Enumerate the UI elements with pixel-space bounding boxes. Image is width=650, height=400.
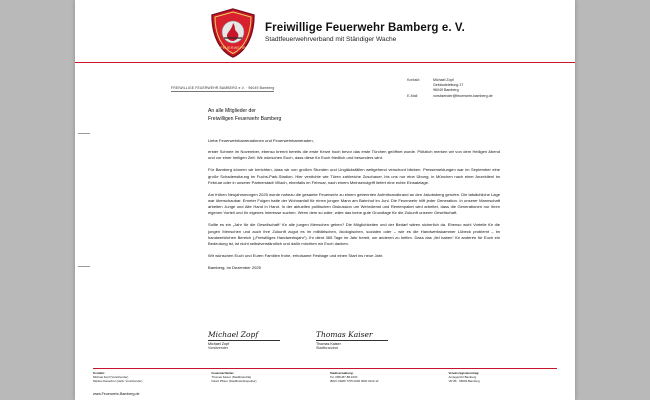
footer-line: Michael Zopf (Vorsitzender) [93,375,129,380]
organization-name: Freiwillige Feuerwehr Bamberg e. V. [265,22,465,34]
contact-value: Gebäudeleitung 17 [433,83,464,88]
body-paragraph: erster Schnee im November, ebenso brennt bereits die erste Kerze hoch bevor das erste Türchen geöffnet wurde. Plötzlich merken wir von dem Heiligen Abend und vor einer heiligen Zeit. Wir wünschen Euch, dass diese für Euch friedlich und besonders wird. [208,149,500,161]
footer-line: Amtsgericht Bamberg [448,375,477,380]
letter-page [75,0,575,400]
signature-script: Michael Zopf [208,330,259,339]
signature-name: Thomas Kaiser [316,342,341,346]
footer-website-url[interactable]: www.Feuerwehr-Bamberg.de [93,392,140,396]
footer-line: Markus Dauscher (stellv. Vorsitzender) [93,379,143,384]
fold-mark-lower [78,266,90,267]
contact-label: Kontakt: [407,78,421,82]
place-and-date: Bamberg, im Dezember 2025 [208,265,261,271]
letterhead [75,0,575,62]
header-divider [75,62,575,63]
contact-block [407,78,557,99]
organization-block [265,22,465,43]
footer-column-contact [93,371,202,383]
signature-script: Thomas Kaiser [316,330,373,339]
recipient-address [208,108,281,123]
signature-role: Stadtbrandrat [316,346,338,350]
footer-line: David Pfister (Stadtbrandinspektor) [211,379,257,384]
footer-column-register [449,371,558,383]
contact-row [407,94,557,99]
fire-brigade-crest-icon [210,8,256,58]
footer-heading: Vereinsregisterentrag: [448,371,480,375]
signature-line [316,340,388,341]
signature-line [208,340,280,341]
footer-divider [93,368,557,369]
body-paragraph: Sollte es ein „Jahr für die Gesellschaft“ für alle jungen Menschen geben? Die Möglichkeiten und der Bedarf wären sicherlich da. Ebenso wohl Vorteile für die jungen Menschen und auch ihre Zukunft zugut es im militärischen, ökologischen, sozialen oder – wie es die Handwerkskammer Lübeck problemt – im handwerklichen Bereich („Freiwilliges Handwerksjahr“). Ihr dient 365 Tage im Jahr bereit, um anderen zu helfen. Dass das „fiel haben“ für anderen für Euch ein Bedeutung ist, ist nicht selbstverständlich und dafür möchten wir Euch danken. [208,222,500,246]
address-line-2: Freiwilligen Feuerwehr Bamberg [208,115,282,122]
svg-text:FEUERWEHR: FEUERWEHR [220,46,246,50]
contact-label: E-Mail: [407,93,419,98]
contact-value: vorsitzender@feuerwehr-bamberg.de [433,93,493,98]
footer-line: Tel. 0951/87-88-1000 [330,375,358,380]
fold-mark-upper [78,133,90,134]
signature-role: Vorsitzender [208,346,228,350]
body-paragraph: Für Bamberg können wir berichten, dass wir von großen Stunden und Ungläcksfällen weitgehend verschont blieben. Pressemeldungen war im September eine große Schadensitzung im Fuchs-Park-Stadion. Hier verdichte wie Türen zahlreiche Zuschauer, bis uns nur eine Übung, in München nach einer Anzeldienl im Februar oder in unserer Partnerstadt Villach, ebenfalls im Februar, nach einem Meinsenoigriff liefert eine echte Einsatzlage. [208,167,500,185]
letter-body [208,138,500,277]
footer-heading: Feuerwachleiter: [211,371,235,375]
footer-heading: Stadtverwaltung: [330,371,354,375]
sender-address-line: FREIWILLIGE FEUERWEHR BAMBERG e.V. · 96049 Bamberg [171,86,275,90]
signature-name: Michael Zopf [208,342,230,346]
footer-heading: Kontakt: [93,371,105,375]
contact-value: 96049 Bamberg [433,88,459,93]
footer-line: Thomas Kaiser (Stadtbrandrat) [211,375,252,380]
salutation: Liebe Feuerwehrkameradinnen und Feuerwehrkameraden, [208,138,314,143]
organization-subtitle: Stadtfeuerwehrverband mit Ständiger Wache [265,36,397,43]
contact-value: Michael Zopf [433,78,454,82]
signature-chairman [208,330,280,350]
footer-column-command [212,371,321,383]
body-paragraph: Am frühen Neujahrsmorgen 2025 wurde nahezu die gesamte Feuerwehr zu einem getrennten Aufmthrandbrand an den Jakobsberg gerufen. Die tatsächliche Lage war überschaubar. Erneter Folgen hatte der Wohnanfall für einen jungen Mann am Bahnhof im Juni. Die Feuerwehr hilft jeder Generation. In unserer Mannschaft arbeiten Junge und Alte Hand in Hand. In der aktuellen politischen Diskussion um Wehrdienst und Rentenpaket wird arbeitet, dass die Generationen nur ihren eigenen Vorteil und ihr eigenes Interesse suchen. Wenn dem so wäre, wäre das keine gute Grundlage für die Zukunft unserer Gesellschaft. [208,191,500,216]
footer [93,371,557,383]
footer-line: IBAN: DE86 7705 0000 0000 0210 12 [330,379,379,384]
address-line-1: An alle Mitglieder der [208,108,256,114]
footer-line: VR 86 · 96049 Bamberg [448,379,480,384]
footer-column-bank [330,371,439,383]
body-paragraph: Wir wünschen Euch und Euren Familien frohe, erholsame Festtage und einen Start ins neue Jahr. [208,252,384,258]
signature-commander [316,330,388,350]
